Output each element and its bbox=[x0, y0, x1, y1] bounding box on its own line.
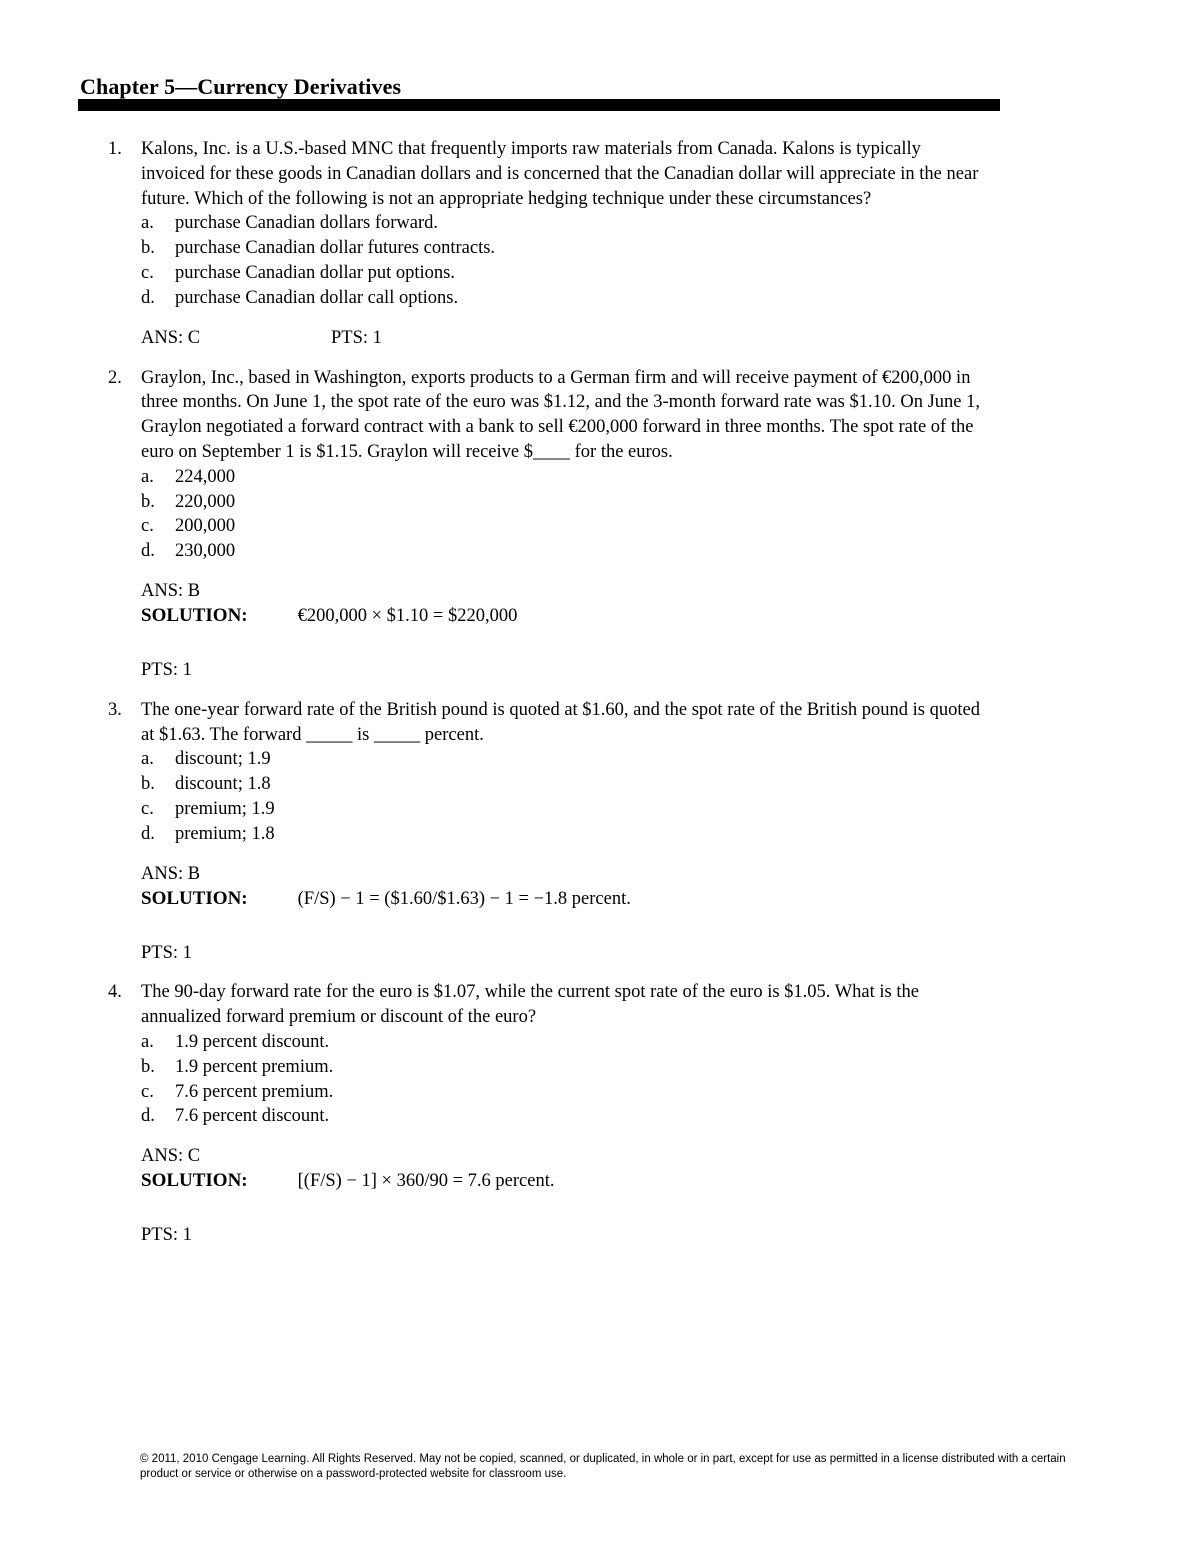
choice-letter: c. bbox=[141, 516, 154, 537]
solution-label: SOLUTION: bbox=[141, 1170, 248, 1192]
solution-text: €200,000 × $1.10 = $220,000 bbox=[297, 605, 518, 626]
choice-b bbox=[141, 1055, 988, 1080]
choice-letter: c. bbox=[141, 798, 154, 819]
choice-d bbox=[141, 1104, 988, 1129]
question-number: 2. bbox=[108, 367, 122, 388]
answer-key: ANS: C bbox=[141, 327, 201, 348]
answer-key: ANS: C bbox=[141, 1146, 201, 1167]
points: PTS: 1 bbox=[141, 942, 192, 963]
solution-text: (F/S) − 1 = ($1.60/$1.63) − 1 = −1.8 percent. bbox=[297, 888, 631, 909]
question-number: 3. bbox=[108, 699, 122, 720]
question-number: 1. bbox=[108, 139, 122, 159]
choice-letter: c. bbox=[141, 1081, 154, 1102]
points: PTS: 1 bbox=[141, 659, 192, 680]
points: PTS: 1 bbox=[331, 327, 382, 348]
choice-letter: a. bbox=[141, 213, 154, 234]
choice-text: purchase Canadian dollar call options. bbox=[175, 287, 459, 308]
choice-letter: b. bbox=[141, 1056, 155, 1077]
choice-c bbox=[141, 261, 988, 286]
choice-text: 7.6 percent premium. bbox=[175, 1081, 334, 1102]
answer-block bbox=[141, 1144, 988, 1248]
choice-text: discount; 1.8 bbox=[175, 774, 271, 795]
choice-text: 200,000 bbox=[175, 516, 236, 537]
choice-c bbox=[141, 1080, 988, 1105]
choice-letter: d. bbox=[141, 287, 155, 308]
choice-d bbox=[141, 822, 988, 847]
answer-key: ANS: B bbox=[141, 863, 201, 884]
choice-a bbox=[141, 465, 988, 490]
choice-text: 224,000 bbox=[175, 466, 236, 487]
answer-block bbox=[141, 579, 988, 683]
choice-text: 1.9 percent discount. bbox=[175, 1031, 330, 1052]
choice-text: 220,000 bbox=[175, 491, 236, 512]
question-text: The one-year forward rate of the British pound is quoted at $1.60, and the spot rate of the British pound is quoted at $1.63. The forward _____ is _____ percent. bbox=[141, 699, 980, 745]
choice-a bbox=[141, 747, 988, 772]
choice-text: purchase Canadian dollar put options. bbox=[175, 262, 456, 283]
choice-letter: d. bbox=[141, 823, 155, 844]
question-number: 4. bbox=[108, 982, 122, 1003]
solution-text: [(F/S) − 1] × 360/90 = 7.6 percent. bbox=[297, 1171, 555, 1192]
question-4 bbox=[108, 980, 988, 1248]
answer-block bbox=[141, 326, 988, 351]
choice-b bbox=[141, 772, 988, 797]
choice-text: premium; 1.8 bbox=[175, 823, 275, 844]
choice-d bbox=[141, 286, 988, 311]
choice-b bbox=[141, 236, 988, 261]
choice-letter: d. bbox=[141, 541, 155, 562]
choice-c bbox=[141, 514, 988, 539]
choice-text: purchase Canadian dollars forward. bbox=[175, 213, 439, 234]
answer-block bbox=[141, 862, 988, 966]
choice-a bbox=[141, 1030, 988, 1055]
question-1 bbox=[108, 137, 988, 351]
choice-c bbox=[141, 797, 988, 822]
choice-letter: b. bbox=[141, 491, 155, 512]
question-2 bbox=[108, 366, 988, 683]
title-rule bbox=[78, 99, 1000, 111]
choice-text: 230,000 bbox=[175, 541, 236, 562]
points: PTS: 1 bbox=[141, 1225, 192, 1246]
choice-letter: c. bbox=[141, 262, 154, 283]
answer-key: ANS: B bbox=[141, 580, 201, 601]
choice-text: 1.9 percent premium. bbox=[175, 1056, 334, 1077]
choice-d bbox=[141, 539, 988, 564]
copyright-footer: © 2011, 2010 Cengage Learning. All Rights Reserved. May not be copied, scanned, or duplicated, in whole or in part, except for use as permitted in a license distributed with a certain product or service or otherwise on a password-protected website for classroom use. bbox=[140, 1453, 1066, 1480]
question-list bbox=[0, 137, 1200, 1248]
choice-letter: d. bbox=[141, 1106, 155, 1127]
choice-letter: b. bbox=[141, 774, 155, 795]
choice-text: purchase Canadian dollar futures contracts. bbox=[175, 238, 496, 259]
choice-text: 7.6 percent discount. bbox=[175, 1106, 330, 1127]
choice-letter: a. bbox=[141, 749, 154, 770]
question-text: Graylon, Inc., based in Washington, exports products to a German firm and will receive payment of €200,000 in three months. On June 1, the spot rate of the euro was $1.12, and the 3-month forward rate was $1.10. On June 1, Graylon negotiated a forward contract with a bank to sell €200,000 forward in three months. The spot rate of the euro on September 1 is $1.15. Graylon will receive $____ for the euros. bbox=[141, 367, 980, 462]
page-title: Chapter 5—Currency Derivatives bbox=[80, 74, 402, 99]
solution-label: SOLUTION: bbox=[141, 604, 248, 626]
solution-label: SOLUTION: bbox=[141, 887, 248, 909]
choice-letter: b. bbox=[141, 238, 155, 259]
question-text: Kalons, Inc. is a U.S.-based MNC that frequently imports raw materials from Canada. Kalons is typically invoiced for these goods in Canadian dollars and is concerned that the Canadian dollar will appreciate in the near future. Which of the following is not an appropriate hedging technique under these circumstances? bbox=[141, 139, 979, 209]
choice-text: discount; 1.9 bbox=[175, 749, 271, 770]
question-text: The 90-day forward rate for the euro is $1.07, while the current spot rate of the euro is $1.05. What is the annualized forward premium or discount of the euro? bbox=[141, 982, 919, 1028]
choice-letter: a. bbox=[141, 1031, 154, 1052]
question-3 bbox=[108, 698, 988, 966]
choice-text: premium; 1.9 bbox=[175, 798, 275, 819]
choice-b bbox=[141, 490, 988, 515]
choice-a bbox=[141, 211, 988, 236]
choice-letter: a. bbox=[141, 466, 154, 487]
